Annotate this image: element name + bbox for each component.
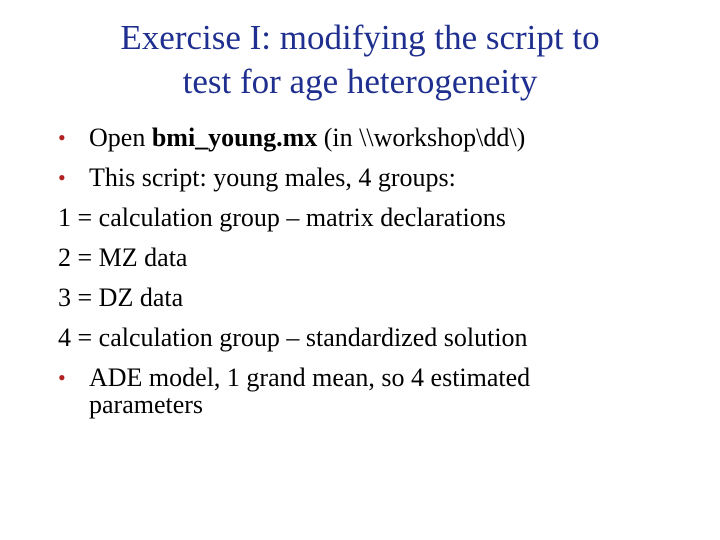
- bullet-icon: •: [58, 125, 66, 150]
- slide-title: [40, 16, 680, 104]
- script-filename: bmi_young.mx: [151, 123, 318, 152]
- group-2-line: 2 = MZ data: [58, 243, 188, 272]
- group-4-line: 4 = calculation group – standardized solution: [58, 323, 528, 352]
- model-text-line-2: parameters: [89, 390, 204, 419]
- bullet-open-file: [58, 118, 698, 158]
- slide-body: [58, 118, 698, 420]
- open-prefix: Open: [89, 123, 152, 152]
- model-text-line-1: ADE model, 1 grand mean, so 4 estimated: [89, 363, 531, 392]
- bullet-script-desc: [58, 158, 698, 198]
- bullet-icon: •: [58, 365, 66, 390]
- script-desc-text: This script: young males, 4 groups:: [89, 163, 456, 192]
- bullet-icon: •: [58, 165, 66, 190]
- open-suffix: (in \\workshop\dd\): [317, 123, 526, 152]
- title-line-2: test for age heterogeneity: [182, 62, 538, 101]
- group-3-line: 3 = DZ data: [58, 283, 184, 312]
- group-1-line: 1 = calculation group – matrix declarations: [58, 203, 506, 232]
- title-line-1: Exercise I: modifying the script to: [120, 18, 600, 57]
